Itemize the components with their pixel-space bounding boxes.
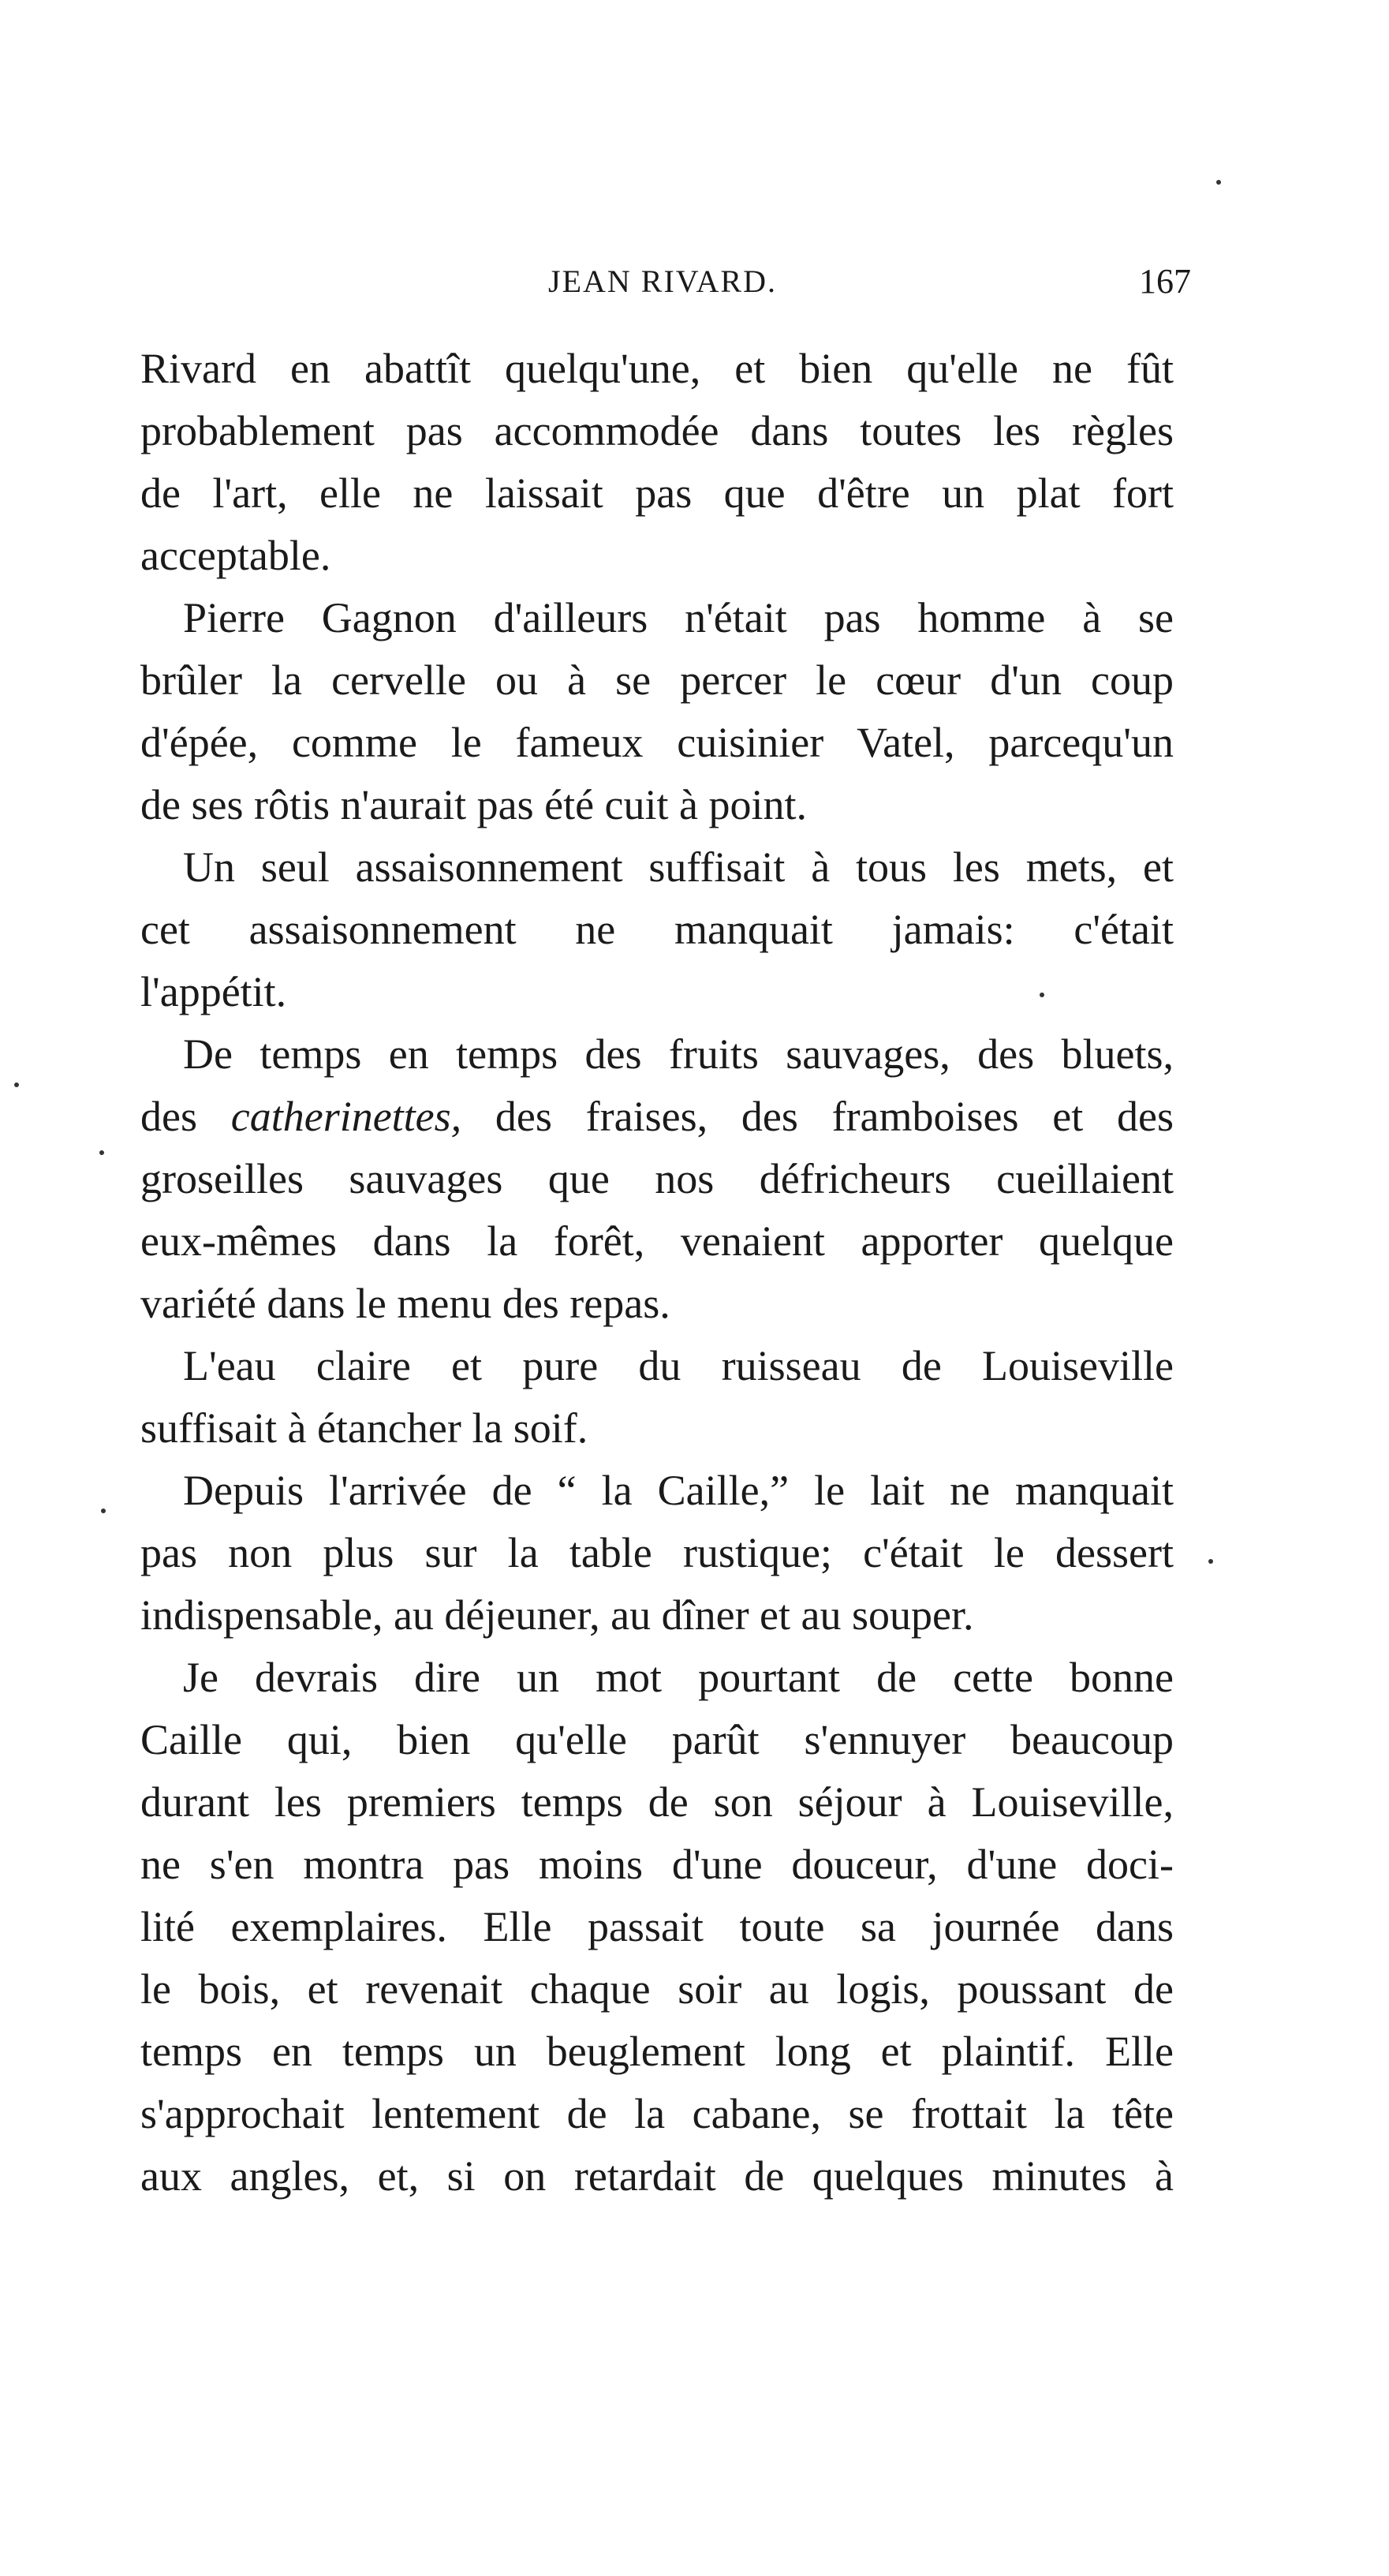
text-line: de ses rôtis n'aurait pas été cuit à point.	[140, 781, 807, 828]
text-line: L'eau claire et pure du ruisseau de Louiseville	[183, 1342, 1174, 1389]
speck	[1216, 180, 1221, 185]
text-line: cet assaisonnement ne manquait jamais: c'était	[140, 906, 1174, 953]
text-line: Caille qui, bien qu'elle parût s'ennuyer beaucoup	[140, 1716, 1174, 1763]
text-line	[140, 1086, 1174, 1148]
text-line: s'approchait lentement de la cabane, se frottait la tête	[140, 2090, 1174, 2137]
text-fragment: des fraises, des framboises et des	[461, 1093, 1174, 1140]
text-line: eux-mêmes dans la forêt, venaient apporter quelque	[140, 1217, 1174, 1265]
text-line: Un seul assaisonnement suffisait à tous les mets, et	[183, 843, 1174, 891]
text-line: brûler la cervelle ou à se percer le cœur d'un coup	[140, 656, 1174, 704]
text-line: variété dans le menu des repas.	[140, 1280, 670, 1327]
text-line: Pierre Gagnon d'ailleurs n'était pas homme à se	[183, 594, 1174, 641]
text-line: lité exemplaires. Elle passait toute sa journée dans	[140, 1903, 1174, 1950]
text-line: ne s'en montra pas moins d'une douceur, d'une doci-	[140, 1841, 1174, 1888]
text-line: de l'art, elle ne laissait pas que d'être un plat fort	[140, 469, 1174, 517]
text-line: acceptable.	[140, 532, 331, 579]
text-line: durant les premiers temps de son séjour à Louiseville,	[140, 1778, 1174, 1826]
speck	[101, 1509, 106, 1513]
running-title: JEAN RIVARD.	[548, 264, 777, 299]
text-line: l'appétit.	[140, 968, 287, 1015]
page-header	[134, 254, 1191, 309]
speck	[99, 1150, 104, 1155]
text-line: Je devrais dire un mot pourtant de cette bonne	[183, 1654, 1174, 1701]
text-line: pas non plus sur la table rustique; c'était le dessert	[140, 1529, 1174, 1576]
speck	[1208, 1559, 1213, 1564]
text-line: temps en temps un beuglement long et plaintif. Elle	[140, 2028, 1174, 2075]
speck	[14, 1082, 19, 1087]
text-line: indispensable, au déjeuner, au dîner et au souper.	[140, 1591, 974, 1639]
text-line: le bois, et revenait chaque soir au logis, poussant de	[140, 1965, 1174, 2013]
body-text	[140, 338, 1174, 2208]
text-line: De temps en temps des fruits sauvages, des bluets,	[183, 1030, 1174, 1078]
text-line: aux angles, et, si on retardait de quelques minutes à	[140, 2152, 1174, 2200]
speck	[1040, 993, 1044, 997]
text-line: Depuis l'arrivée de “ la Caille,” le lait ne manquait	[183, 1467, 1174, 1514]
text-fragment: des	[140, 1093, 231, 1140]
text-line: suffisait à étancher la soif.	[140, 1404, 588, 1452]
text-line: d'épée, comme le fameux cuisinier Vatel, parcequ'un	[140, 719, 1174, 766]
text-line: groseilles sauvages que nos défricheurs cueillaient	[140, 1155, 1174, 1202]
page-number: 167	[1139, 262, 1191, 301]
text-line: probablement pas accommodée dans toutes les règles	[140, 407, 1174, 454]
italic-word: catherinettes,	[230, 1093, 462, 1140]
text-line: Rivard en abattît quelqu'une, et bien qu'elle ne fût	[140, 345, 1174, 392]
